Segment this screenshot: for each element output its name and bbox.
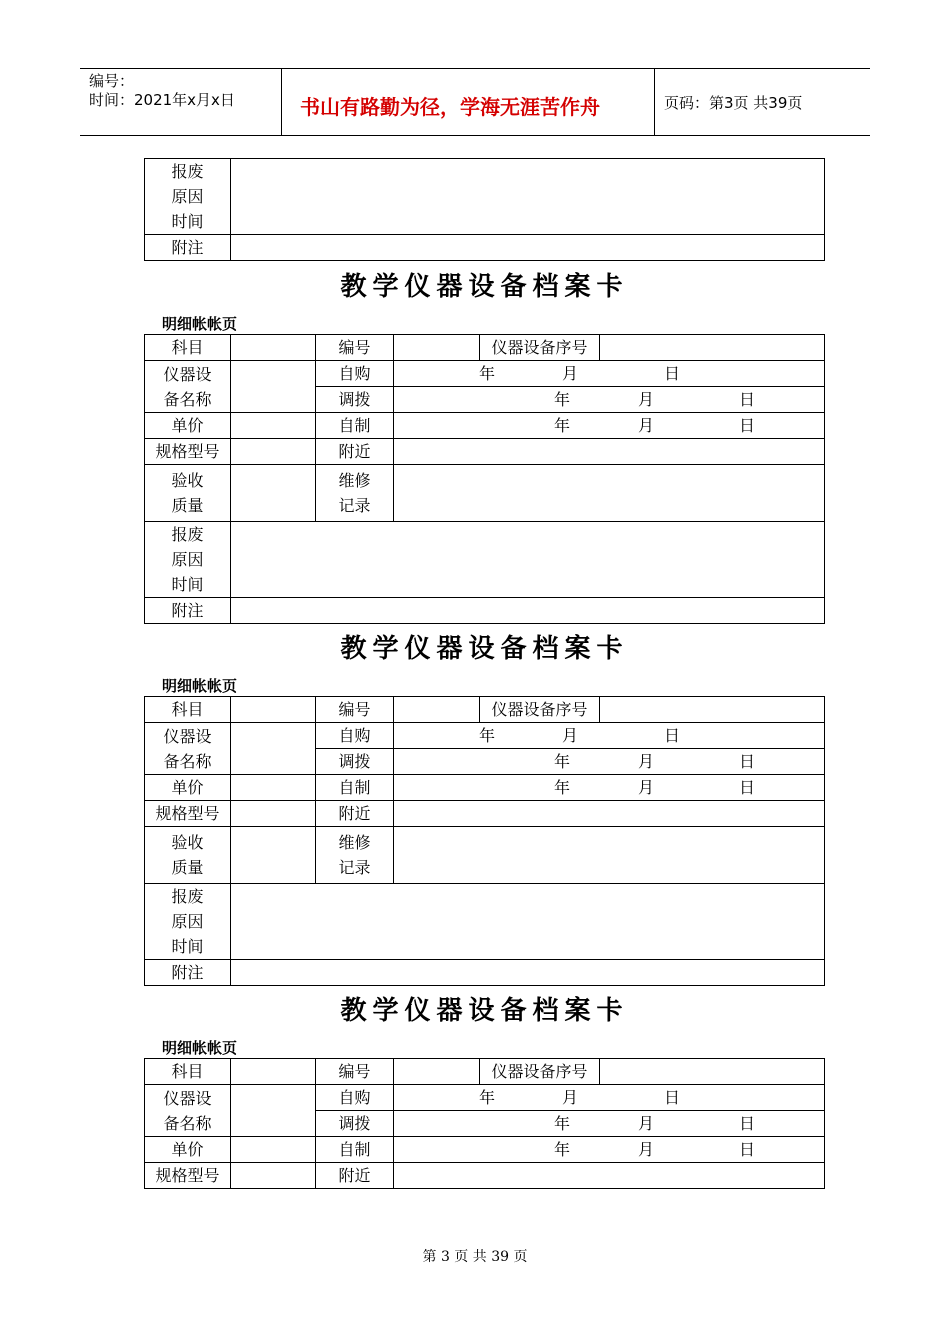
number-value[interactable] bbox=[394, 697, 480, 723]
day-mark: 日 bbox=[664, 1088, 681, 1107]
name-label-line2: 备名称 bbox=[163, 751, 212, 771]
repair-label bbox=[316, 827, 394, 884]
month-mark: 月 bbox=[562, 364, 579, 383]
card-subtitle: 明细帐帐页 bbox=[162, 1039, 238, 1057]
number-label: 编号 bbox=[316, 697, 394, 723]
month-mark: 月 bbox=[638, 752, 655, 771]
scrap-label-line3: 时间 bbox=[171, 575, 204, 594]
header-divider bbox=[654, 69, 655, 136]
purchase-date[interactable] bbox=[394, 361, 825, 387]
equipment-name-value[interactable] bbox=[231, 723, 316, 775]
purchase-label: 自购 bbox=[316, 1085, 394, 1111]
scrap-reason-label bbox=[145, 159, 231, 235]
year-mark: 年 bbox=[554, 1114, 571, 1133]
day-mark: 日 bbox=[664, 364, 681, 383]
year-mark: 年 bbox=[554, 752, 571, 771]
name-label-line2: 备名称 bbox=[163, 1113, 212, 1133]
note-label: 附注 bbox=[145, 960, 231, 986]
number-label: 编号 bbox=[316, 1059, 394, 1085]
repair-label-line1: 维修 bbox=[338, 833, 371, 852]
serial-value[interactable] bbox=[600, 1059, 825, 1085]
equipment-name-value[interactable] bbox=[231, 1085, 316, 1137]
unit-price-label: 单价 bbox=[145, 413, 231, 439]
purchase-label: 自购 bbox=[316, 723, 394, 749]
card-subtitle: 明细帐帐页 bbox=[162, 315, 238, 333]
page-info: 页码：第3页 共39页 bbox=[664, 94, 803, 112]
serial-label: 仪器设备序号 bbox=[480, 697, 600, 723]
selfmade-date[interactable] bbox=[394, 775, 825, 801]
nearby-label: 附近 bbox=[316, 1163, 394, 1189]
repair-label bbox=[316, 465, 394, 522]
subject-value[interactable] bbox=[231, 335, 316, 361]
transfer-date[interactable] bbox=[394, 387, 825, 413]
subject-label: 科目 bbox=[145, 335, 231, 361]
doc-time: 时间：2021年x月x日 bbox=[89, 91, 235, 109]
serial-value[interactable] bbox=[600, 697, 825, 723]
year-mark: 年 bbox=[479, 364, 496, 383]
scrap-label-line2: 原因 bbox=[171, 550, 204, 569]
month-mark: 月 bbox=[638, 1140, 655, 1159]
year-mark: 年 bbox=[479, 726, 496, 745]
unit-price-label: 单价 bbox=[145, 1137, 231, 1163]
transfer-label: 调拨 bbox=[316, 749, 394, 775]
scrap-label-line1: 报废 bbox=[171, 162, 204, 181]
acceptance-value[interactable] bbox=[231, 827, 316, 884]
purchase-date[interactable] bbox=[394, 723, 825, 749]
repair-label-line2: 记录 bbox=[338, 496, 371, 515]
selfmade-label: 自制 bbox=[316, 1137, 394, 1163]
note-value[interactable] bbox=[231, 235, 825, 261]
card-subtitle: 明细帐帐页 bbox=[162, 677, 238, 695]
selfmade-label: 自制 bbox=[316, 775, 394, 801]
scrap-label-line3: 时间 bbox=[171, 212, 204, 231]
month-mark: 月 bbox=[638, 1114, 655, 1133]
spec-label: 规格型号 bbox=[145, 801, 231, 827]
selfmade-date[interactable] bbox=[394, 1137, 825, 1163]
unit-price-value[interactable] bbox=[231, 1137, 316, 1163]
year-mark: 年 bbox=[554, 390, 571, 409]
nearby-value[interactable] bbox=[394, 1163, 825, 1189]
acceptance-label bbox=[145, 827, 231, 884]
equipment-name-label bbox=[145, 361, 231, 413]
day-mark: 日 bbox=[739, 416, 756, 435]
spec-label: 规格型号 bbox=[145, 439, 231, 465]
header-motto: 书山有路勤为径，学海无涯苦作舟 bbox=[300, 95, 600, 119]
card-table bbox=[144, 1058, 825, 1189]
unit-price-value[interactable] bbox=[231, 775, 316, 801]
nearby-label: 附近 bbox=[316, 439, 394, 465]
scrap-label-line2: 原因 bbox=[171, 912, 204, 931]
accept-label-line1: 验收 bbox=[171, 833, 204, 852]
scrap-reason-value[interactable] bbox=[231, 159, 825, 235]
year-mark: 年 bbox=[554, 416, 571, 435]
number-label: 编号 bbox=[316, 335, 394, 361]
scrap-label-line1: 报废 bbox=[171, 887, 204, 906]
scrap-label-line3: 时间 bbox=[171, 937, 204, 956]
spec-value[interactable] bbox=[231, 1163, 316, 1189]
card-table-tail bbox=[144, 158, 825, 261]
name-label-line2: 备名称 bbox=[163, 389, 212, 409]
header-top-rule bbox=[80, 68, 870, 69]
scrap-reason-value[interactable] bbox=[231, 522, 825, 598]
repair-label-line1: 维修 bbox=[338, 471, 371, 490]
subject-label: 科目 bbox=[145, 697, 231, 723]
header-bottom-rule bbox=[80, 135, 870, 136]
acceptance-label bbox=[145, 465, 231, 522]
purchase-date[interactable] bbox=[394, 1085, 825, 1111]
note-label: 附注 bbox=[145, 235, 231, 261]
equipment-name-label bbox=[145, 1085, 231, 1137]
doc-code-label: 编号： bbox=[89, 72, 135, 90]
name-label-line1: 仪器设 bbox=[163, 364, 212, 384]
scrap-label-line2: 原因 bbox=[171, 187, 204, 206]
spec-label: 规格型号 bbox=[145, 1163, 231, 1189]
day-mark: 日 bbox=[739, 1114, 756, 1133]
repair-value[interactable] bbox=[394, 465, 825, 522]
month-mark: 月 bbox=[638, 390, 655, 409]
year-mark: 年 bbox=[554, 778, 571, 797]
month-mark: 月 bbox=[562, 1088, 579, 1107]
equipment-name-value[interactable] bbox=[231, 361, 316, 413]
day-mark: 日 bbox=[739, 390, 756, 409]
note-value[interactable] bbox=[231, 960, 825, 986]
transfer-label: 调拨 bbox=[316, 387, 394, 413]
card-continuation bbox=[144, 158, 825, 261]
unit-price-value[interactable] bbox=[231, 413, 316, 439]
transfer-label: 调拨 bbox=[316, 1111, 394, 1137]
card-table bbox=[144, 696, 825, 986]
spec-value[interactable] bbox=[231, 439, 316, 465]
acceptance-value[interactable] bbox=[231, 465, 316, 522]
day-mark: 日 bbox=[664, 726, 681, 745]
subject-value[interactable] bbox=[231, 697, 316, 723]
repair-label-line2: 记录 bbox=[338, 858, 371, 877]
selfmade-date[interactable] bbox=[394, 413, 825, 439]
serial-value[interactable] bbox=[600, 335, 825, 361]
name-label-line1: 仪器设 bbox=[163, 726, 212, 746]
scrap-reason-value[interactable] bbox=[231, 884, 825, 960]
nearby-value[interactable] bbox=[394, 439, 825, 465]
transfer-date[interactable] bbox=[394, 1111, 825, 1137]
note-value[interactable] bbox=[231, 598, 825, 624]
nearby-label: 附近 bbox=[316, 801, 394, 827]
card-title: 教学仪器设备档案卡 bbox=[340, 996, 629, 1026]
card-title: 教学仪器设备档案卡 bbox=[340, 272, 629, 302]
number-value[interactable] bbox=[394, 1059, 480, 1085]
header-divider bbox=[281, 69, 282, 136]
spec-value[interactable] bbox=[231, 801, 316, 827]
scrap-reason-label bbox=[145, 884, 231, 960]
month-mark: 月 bbox=[562, 726, 579, 745]
name-label-line1: 仪器设 bbox=[163, 1088, 212, 1108]
year-mark: 年 bbox=[479, 1088, 496, 1107]
month-mark: 月 bbox=[638, 778, 655, 797]
equipment-name-label bbox=[145, 723, 231, 775]
scrap-label-line1: 报废 bbox=[171, 525, 204, 544]
page-footer: 第 3 页 共 39 页 bbox=[422, 1249, 528, 1265]
accept-label-line2: 质量 bbox=[171, 858, 204, 877]
selfmade-label: 自制 bbox=[316, 413, 394, 439]
number-value[interactable] bbox=[394, 335, 480, 361]
transfer-date[interactable] bbox=[394, 749, 825, 775]
serial-label: 仪器设备序号 bbox=[480, 1059, 600, 1085]
accept-label-line1: 验收 bbox=[171, 471, 204, 490]
day-mark: 日 bbox=[739, 1140, 756, 1159]
card-title: 教学仪器设备档案卡 bbox=[340, 634, 629, 664]
day-mark: 日 bbox=[739, 752, 756, 771]
note-label: 附注 bbox=[145, 598, 231, 624]
repair-value[interactable] bbox=[394, 827, 825, 884]
day-mark: 日 bbox=[739, 778, 756, 797]
month-mark: 月 bbox=[638, 416, 655, 435]
scrap-reason-label bbox=[145, 522, 231, 598]
nearby-value[interactable] bbox=[394, 801, 825, 827]
serial-label: 仪器设备序号 bbox=[480, 335, 600, 361]
purchase-label: 自购 bbox=[316, 361, 394, 387]
subject-value[interactable] bbox=[231, 1059, 316, 1085]
subject-label: 科目 bbox=[145, 1059, 231, 1085]
card-table bbox=[144, 334, 825, 624]
unit-price-label: 单价 bbox=[145, 775, 231, 801]
year-mark: 年 bbox=[554, 1140, 571, 1159]
accept-label-line2: 质量 bbox=[171, 496, 204, 515]
